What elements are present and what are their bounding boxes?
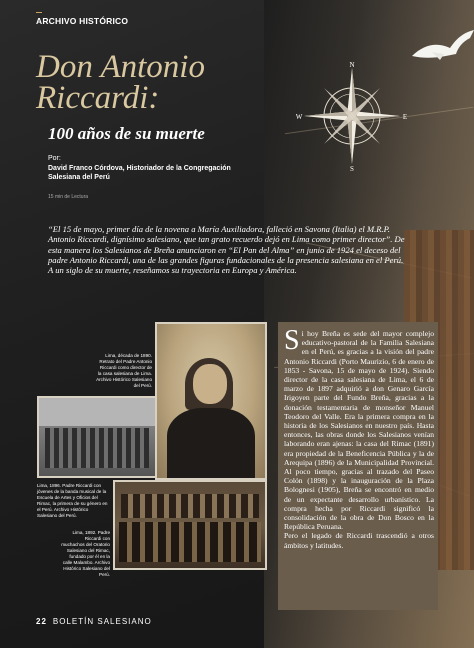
photo-caption-1: Lima, década de 1890. Retrato del Padre Antonio Riccardi como director de la casa salesiana de Lima. Archivo Histórico Salesiano del Perú. [96,353,152,388]
body-paragraph-2: Pero el legado de Riccardi trascendió a otros ámbitos y latitudes. [284,531,434,550]
drop-cap: S [284,325,300,356]
publication-name: BOLETÍN SALESIANO [52,617,152,626]
byline [48,154,248,183]
article-subtitle: 100 años de su muerte [48,124,205,143]
band-group-photo [37,396,157,478]
seagull-icon [410,26,474,70]
byline-label: Por: [48,155,61,162]
photo-caption-2: Lima, 1896. Padre Riccardi con jóvenes de la banda musical de la Escuela de Artes y Oficios del Rimac, la primera de su género en el Perú. Archivo Histórico Salesiano del Perú. [37,483,108,518]
section-rule [36,12,42,13]
article-title: Don Antonio Riccardi: [36,49,205,116]
section-label: ARCHIVO HISTÓRICO [36,16,129,26]
photo-caption-3: Lima, 1892. Padre Riccardi con muchachos del Oratorio Salesiano del Rimac, fundado por él en la calle Malambo. Archivo Histórico Salesiano del Perú. [61,530,110,577]
compass-w: W [296,113,303,121]
body-text [284,325,434,550]
compass-s: S [350,165,354,172]
lead-paragraph: “El 15 de mayo, primer día de la novena a María Auxiliadora, falleció en Savona (Italia) el M.R.P. Antonio Riccardi, dignísimo salesiano, que tan grato recuerdo dejó en Lima como primer director”. De esta manera los Salesianos de Breña anunciaron en “El Pan del Alma” en junio de 1924 el deceso del padre Antonio Riccardi, una de las grandes figuras fundacionales de la presencia salesiana en el Perú. A un siglo de su muerte, reseñamos su trayectoria en Europa y América. [48,224,405,276]
page-number: 22 [36,617,47,626]
portrait-photo [155,322,267,480]
compass-rose-icon [296,60,408,172]
page-footer [36,617,152,626]
oratory-group-photo [113,480,267,570]
read-time: 15 min de Lectura [48,194,89,200]
byline-author: David Franco Córdova, Historiador de la Congregación Salesiana del Perú [48,164,231,181]
body-paragraph-1: Si hoy Breña es sede del mayor complejo educativo-pastoral de la Familia Salesiana en el Perú, es gracias a la visión del padre Antonio Riccardi (Porto Maurizio, 6 de enero de 1853 - Savona, 15 de mayo de 1924). Siendo director de la casa salesiana de Lima, el 6 de marzo de 1897 adquirió a don Genaro García Irigoyen parte del Fundo Breña, gracias a la donación testamentaria de monseñor Manuel Teodoro del Valle. Era la primera compra en la historia de los Salesianos en nuestro país. Hasta entonces, las obras donde los Salesianos venían laborando eran ajenas: la casa del Rimac (1891) era propiedad de la Beneficencia Pública y la de Arequipa (1896) de la Municipalidad Provincial. Al poco tiempo, gracias al trazado del Paseo Colón (1898) y la inauguración de la Plaza Bolognesi (1905), Breña se encontró en medio de un expectante desarrollo urbanístico. La compra hecha por Riccardi significó la consolidación de la obra de Don Bosco en la República Peruana. [284,325,434,532]
compass-e: E [402,113,408,121]
compass-n: N [349,61,355,69]
